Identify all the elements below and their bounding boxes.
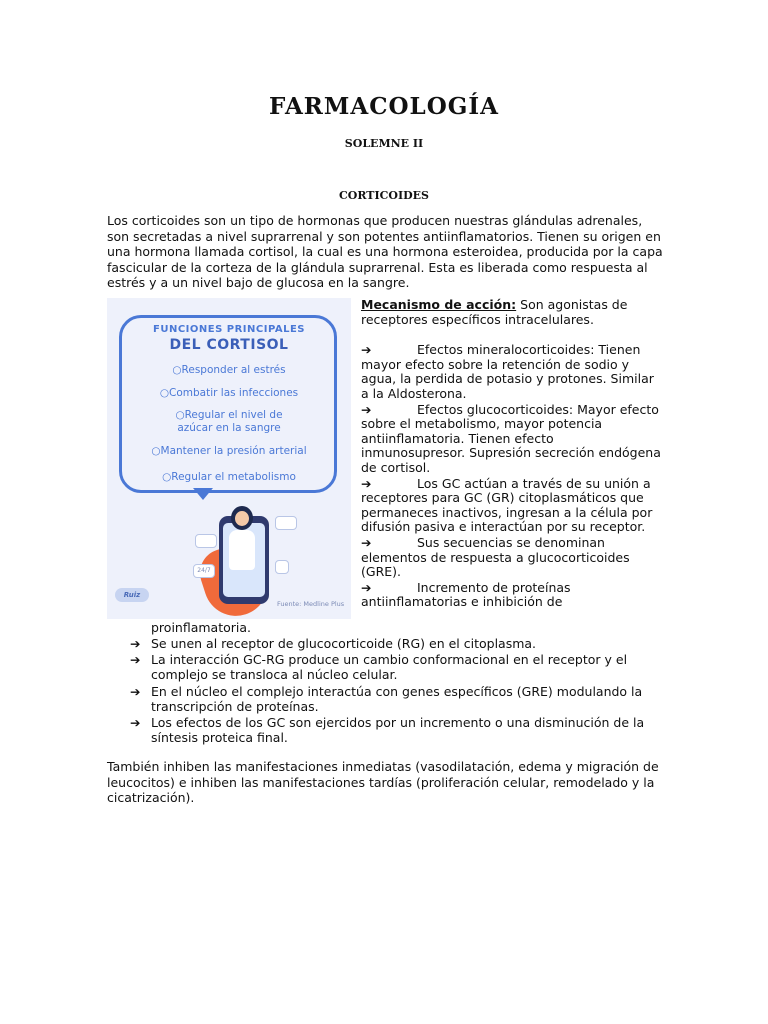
arrow-icon: ➔	[130, 636, 141, 651]
infographic-item: ○Regular el metabolismo	[162, 471, 296, 483]
arrow-icon: ➔	[361, 579, 372, 595]
mechanism-text: Son agonistas de receptores específicos intracelulares.	[361, 297, 628, 327]
arrow-icon: ➔	[130, 715, 141, 731]
infographic-item: ○Mantener la presión arterial	[151, 445, 307, 457]
mechanism-item: ➔ Sus secuencias se denominan elementos de respuesta a glucocorticoides (GRE).	[361, 534, 630, 580]
mechanism-lead	[361, 298, 661, 327]
mechanism-item: ➔ Incremento de proteínas antiinflamatorias e inhibición de	[361, 579, 571, 610]
mechanism-continuation: proinflamatoria.	[151, 620, 252, 635]
mechanism-column	[361, 298, 661, 611]
cortisol-infographic	[107, 298, 351, 619]
bullet-list	[130, 636, 670, 746]
infographic-heading-top: FUNCIONES PRINCIPALES	[153, 324, 305, 335]
doctor-face-icon	[235, 511, 249, 526]
mechanism-item: ➔ Efectos mineralocorticoides: Tienen mayor efecto sobre la retención de sodio y agua, la perdida de potasio y protones. Similar a la Aldosterona.	[361, 342, 654, 401]
lock-icon	[275, 560, 289, 574]
list-item: ➔ Se unen al receptor de glucocorticoide (RG) en el citoplasma.	[130, 636, 537, 651]
page-title: FARMACOLOGÍA	[268, 93, 500, 120]
arrow-icon: ➔	[361, 475, 372, 491]
page-subtitle: SOLEMNE II	[344, 137, 424, 150]
speech-bubble-tail	[193, 488, 213, 500]
doctor-coat-icon	[229, 530, 255, 570]
chat-badge-icon	[195, 534, 217, 548]
list-item: ➔ La interacción GC-RG produce un cambio conformacional en el receptor y el complejo se transloca al núcleo celular.	[130, 652, 628, 683]
arrow-icon: ➔	[361, 401, 372, 417]
section-heading: CORTICOIDES	[339, 189, 429, 202]
figure-source: Fuente: Medline Plus	[277, 600, 345, 608]
brand-logo: Ruiz	[115, 588, 149, 602]
time-badge: 24/7	[193, 564, 215, 578]
mechanism-label: Mecanismo de acción:	[361, 297, 517, 312]
list-item: ➔ Los efectos de los GC son ejercidos por un incremento o una disminución de la síntesis proteica final.	[130, 715, 645, 746]
arrow-icon: ➔	[130, 652, 141, 668]
infographic-item: ○Responder al estrés	[172, 364, 286, 376]
chat-badge-icon	[275, 516, 297, 530]
mechanism-item: ➔ Los GC actúan a través de su unión a receptores para GC (GR) citoplasmáticos que permaneces inactivos, ingresan a la célula por difusión pasiva e interactúan por su receptor.	[361, 475, 653, 535]
arrow-icon: ➔	[361, 534, 372, 550]
arrow-icon: ➔	[361, 342, 372, 358]
infographic-heading-bottom: DEL CORTISOL	[169, 337, 289, 353]
list-item: ➔ En el núcleo el complejo interactúa con genes específicos (GRE) modulando la transcripción de proteínas.	[130, 683, 643, 714]
infographic-item: ○Regular el nivel de azúcar en la sangre	[175, 409, 283, 434]
closing-paragraph: También inhiben las manifestaciones inmediatas (vasodilatación, edema y migración de leucocitos) e inhiben las manifestaciones tardías (proliferación celular, remodelado y la cicatrización).	[107, 759, 659, 806]
arrow-icon: ➔	[130, 683, 141, 699]
infographic-item: ○Combatir las infecciones	[159, 387, 299, 399]
mechanism-item: ➔ Efectos glucocorticoides: Mayor efecto sobre el metabolismo, mayor potencia antiinflamatoria. Tienen efecto inmunosupresor. Supresión secreción endógena de cortisol.	[361, 401, 661, 475]
intro-paragraph: Los corticoides son un tipo de hormonas que producen nuestras glándulas adrenales, son secretadas a nivel suprarrenal y son potentes antiinflamatorios. Tienen su origen en una hormona llamada cortisol, la cual es una hormona esteroidea, producida por la capa fascicular de la corteza de la glándula suprarrenal. Esta es liberada como respuesta al estrés y a un nivel bajo de glucosa en la sangre.	[107, 213, 663, 291]
